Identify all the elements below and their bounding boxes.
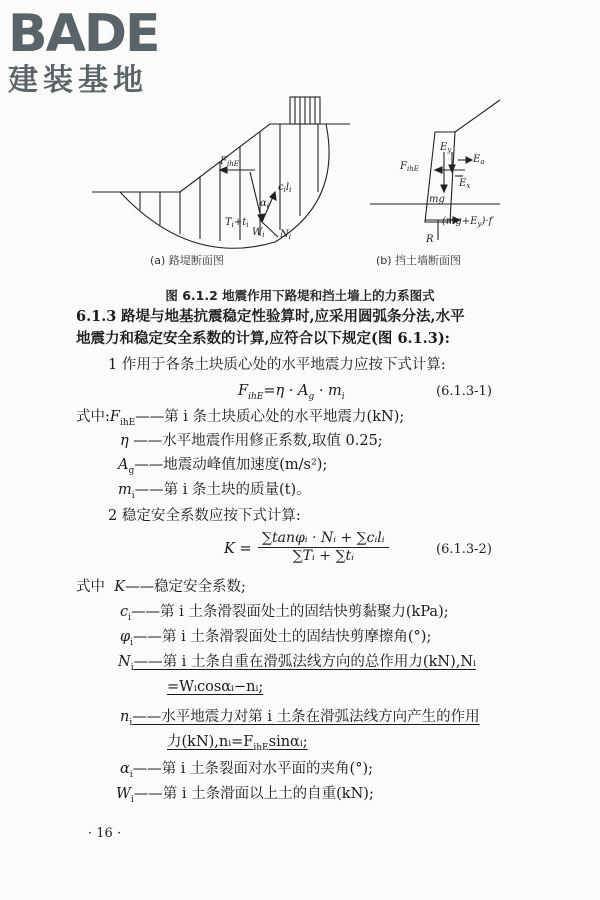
def-small-ni: $n_i——$水平地震力对第 i 土条在滑弧法线方向产生的作用 xyxy=(120,709,480,728)
figure-diagrams xyxy=(80,92,520,272)
retaining-wall-labels xyxy=(399,142,495,245)
def-phi: $\varphi_i——$第 i 土条滑裂面处土的固结快剪摩擦角(°); xyxy=(120,629,432,648)
logo-subtitle: 建装基地 xyxy=(8,63,148,98)
label-w-a: $W_i$ xyxy=(252,227,265,239)
label-ex: $E_x$ xyxy=(459,178,471,190)
formula-2-numerator: ∑tanφᵢ · Nᵢ + ∑cᵢlᵢ xyxy=(258,530,389,548)
label-friction: $(mg+E_y)\cdot f$ xyxy=(442,216,493,228)
def-small-ni-cont: 力$(kN),nᵢ=F_{ihE}\sin\alpha ᵢ$; xyxy=(167,734,308,753)
caption-embankment: (a) 路堤断面图 xyxy=(150,254,224,267)
section-heading xyxy=(76,308,465,326)
formula-2-lhs: K = xyxy=(224,541,252,557)
formula-2-denominator: ∑Tᵢ + ∑tᵢ xyxy=(292,548,354,564)
force-diagram-svg xyxy=(80,92,520,272)
label-t-a: $T_i+t_i$ xyxy=(225,217,249,229)
label-alpha-a: $\alpha_i$ xyxy=(260,198,270,210)
def-ni-cont: =Wᵢcosαᵢ−nᵢ; xyxy=(167,679,264,695)
def-fihe: 式中$:F_{ihE}——$第 i 条土块质心处的水平地震力(kN); xyxy=(76,409,405,428)
def-k: 式中 K——稳定安全系数; xyxy=(76,579,246,595)
formula-2-fraction xyxy=(258,530,389,564)
caption-retaining-wall: (b) 挡土墙断面图 xyxy=(376,254,462,267)
def-ci: $c_i——$第 i 土条滑裂面处土的固结快剪黏聚力(kPa); xyxy=(120,604,449,623)
page-number: · 16 · xyxy=(88,826,122,841)
section-heading-line2: 地震力和稳定安全系数的计算,应符合以下规定(图 6.1.3): xyxy=(76,330,451,347)
section-number: 6.1.3 xyxy=(76,308,117,325)
label-fihe-a: $F_{ihE}$ xyxy=(220,156,239,168)
formula-1: $F_{ihE}=\eta \cdot A_g \cdot m_i$ xyxy=(238,383,345,402)
def-ni: $N_i——$第 i 土条自重在滑弧法线方向的总作用力(kN),Nᵢ xyxy=(118,654,476,673)
def-wi: $W_i——$第 i 土条滑面以上土的自重(kN); xyxy=(116,786,374,805)
logo-wordmark: BADE xyxy=(8,4,159,64)
label-r: R xyxy=(426,234,434,245)
eq-number-2: (6.1.3-2) xyxy=(436,542,492,557)
def-alpha: $\alpha_i——$第 i 土条裂面对水平面的夹角(°); xyxy=(120,761,373,780)
label-cl-a: $c_il_i$ xyxy=(278,182,292,194)
label-mg: mg xyxy=(429,194,445,205)
def-eta: η ——水平地震作用修正系数,取值 0.25; xyxy=(120,433,383,449)
section-heading-line1: 路堤与地基抗震稳定性验算时,应采用圆弧条分法,水平 xyxy=(120,308,465,325)
def-mi: $m_i——$第 i 条土块的质量(t)。 xyxy=(118,482,311,501)
label-ey: $E_y$ xyxy=(440,142,452,154)
label-n-a: $N_i$ xyxy=(280,229,291,241)
eq-number-1: (6.1.3-1) xyxy=(436,384,492,399)
item1-text: 1 作用于各条土块质心处的水平地震力应按下式计算: xyxy=(108,357,446,373)
def-ag: $A_g——$地震动峰值加速度(m/s²); xyxy=(118,457,328,476)
embankment-diagram xyxy=(92,97,350,248)
figure-title: 图 6.1.2 地震作用下路堤和挡土墙上的力系图式 xyxy=(165,288,435,303)
label-fihe-b: $F_{ihE}$ xyxy=(400,161,419,173)
label-ea: $E_a$ xyxy=(473,154,485,166)
item2-text: 2 稳定安全系数应按下式计算: xyxy=(108,508,301,524)
